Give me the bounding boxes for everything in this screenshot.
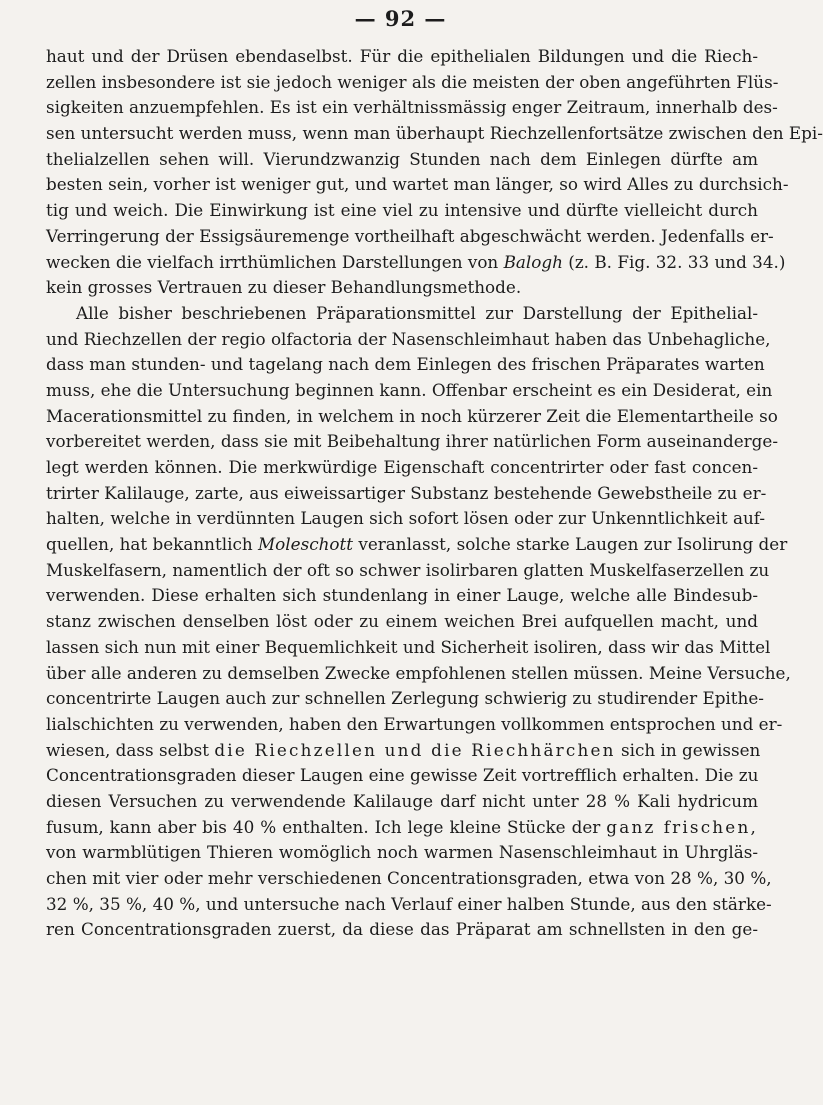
text-line: und Riechzellen der regio olfactoria der Nasenschleimhaut haben das Unbehagliche,	[46, 328, 771, 349]
body-text	[46, 44, 823, 943]
text-line: Concentrationsgraden dieser Laugen eine gewisse Zeit vortrefflich erhalten. Die zu	[46, 765, 759, 786]
text-line: legt werden können. Die merkwürdige Eigenschaft concentrirter oder fast concen-	[46, 457, 758, 477]
text-line: muss, ehe die Untersuchung beginnen kann. Offenbar erscheint es ein Desiderat, ein	[46, 379, 773, 400]
text-line: chen mit vier oder mehr verschiedenen Concentrationsgraden, etwa von 28 %, 30 %,	[46, 868, 772, 888]
text-line: verwenden. Diese erhalten sich stundenlang in einer Lauge, welche alle Bindesub-	[46, 585, 758, 606]
author-name-balogh: Balogh	[503, 251, 563, 272]
text-line: lialschichten zu verwenden, haben den Erwartungen vollkommen entsprochen und er-	[46, 713, 783, 734]
text-line: stanz zwischen denselben löst oder zu einem weichen Brei aufquellen macht, und	[46, 611, 758, 632]
text-line: haut und der Drüsen ebendaselbst. Für die epithelialen Bildungen und die Riech-	[46, 46, 758, 66]
author-name-moleschott: Moleschott	[258, 534, 353, 555]
spaced-emphasis: ganz frischen,	[606, 816, 758, 837]
text-line: sigkeiten anzuempfehlen. Es ist ein verhältnissmässig enger Zeitraum, innerhalb des-	[46, 97, 778, 118]
paragraph-start-line: Alle bisher beschriebenen Präparationsmittel zur Darstellung der Epithelial-	[76, 302, 758, 323]
text-line: trirter Kalilauge, zarte, aus eiweissartiger Substanz bestehende Gewebstheile zu er-	[46, 482, 767, 503]
text-line: halten, welche in verdünnten Laugen sich sofort lösen oder zur Unkenntlichkeit auf-	[46, 508, 766, 529]
text-line: tig und weich. Die Einwirkung ist eine viel zu intensive und dürfte vielleicht durch	[46, 200, 758, 221]
text-line: diesen Versuchen zu verwendende Kalilauge darf nicht unter 28 % Kali hydricum	[46, 790, 758, 811]
text-line: zellen insbesondere ist sie jedoch weniger als die meisten der oben angeführten Flüs-	[46, 71, 779, 92]
text-line: 32 %, 35 %, 40 %, und untersuche nach Verlauf einer halben Stunde, aus den stärke-	[46, 893, 772, 914]
spaced-emphasis: die Riechzellen und die Riechhärchen	[214, 739, 616, 760]
text-line: dass man stunden- und tagelang nach dem Einlegen des frischen Präparates warten	[46, 354, 765, 375]
text-line: quellen, hat bekanntlich Moleschott veranlasst, solche starke Laugen zur Isolirung der	[46, 534, 788, 555]
text-line: fusum, kann aber bis 40 % enthalten. Ich lege kleine Stücke der ganz frischen,	[46, 816, 758, 837]
text-line: Verringerung der Essigsäuremenge vortheilhaft abgeschwächt werden. Jedenfalls er-	[46, 225, 774, 246]
text-line: Muskelfasern, namentlich der oft so schwer isolirbaren glatten Muskelfaserzellen zu	[46, 559, 770, 580]
text-line: von warmblütigen Thieren womöglich noch warmen Nasenschleimhaut in Uhrgläs-	[46, 842, 758, 863]
text-line: concentrirte Laugen auch zur schnellen Zerlegung schwierig zu studirender Epithe-	[46, 688, 764, 709]
text-line: sen untersucht werden muss, wenn man überhaupt Riechzellenfortsätze zwischen den Epi-	[46, 123, 823, 144]
text-line: besten sein, vorher ist weniger gut, und wartet man länger, so wird Alles zu durchsich-	[46, 174, 789, 195]
text-line: thelialzellen sehen will. Vierundzwanzig Stunden nach dem Einlegen dürfte am	[46, 148, 758, 169]
text-line: über alle anderen zu demselben Zwecke empfohlenen stellen müssen. Meine Versuche,	[46, 662, 791, 683]
text-line: wecken die vielfach irrthümlichen Darstellungen von Balogh (z. B. Fig. 32. 33 und 34.)	[46, 251, 786, 272]
text-line: lassen sich nun mit einer Bequemlichkeit und Sicherheit isoliren, dass wir das Mittel	[46, 636, 771, 657]
text-line: wiesen, dass selbst die Riechzellen und die Riechhärchen sich in gewissen	[46, 739, 761, 760]
text-line: kein grosses Vertrauen zu dieser Behandlungsmethode.	[46, 277, 522, 298]
text-line: ren Concentrationsgraden zuerst, da diese das Präparat am schnellsten in den ge-	[46, 919, 758, 940]
text-line: vorbereitet werden, dass sie mit Beibehaltung ihrer natürlichen Form auseinanderge-	[46, 431, 779, 452]
page-number: — 92 —	[354, 6, 447, 31]
text-line: Macerationsmittel zu finden, in welchem in noch kürzerer Zeit die Elementartheile so	[46, 405, 778, 426]
